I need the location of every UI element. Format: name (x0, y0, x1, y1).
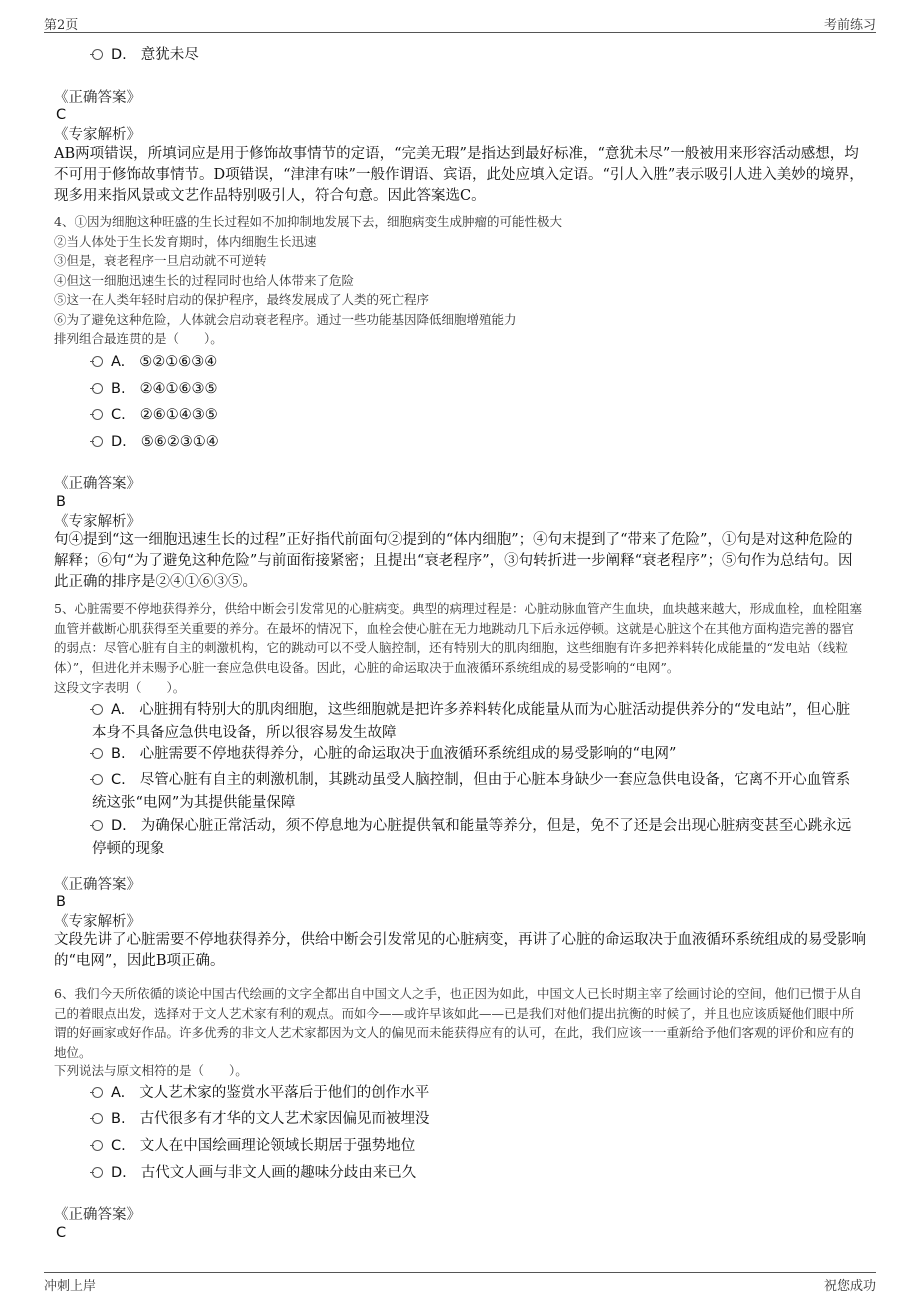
q4-analysis-label: 《专家解析》 (54, 514, 141, 530)
radio-icon[interactable] (92, 748, 103, 759)
radio-icon[interactable] (92, 1087, 103, 1098)
q3-analysis-label: 《专家解析》 (54, 127, 141, 143)
q6-option-d[interactable]: D. 古代文人画与非文人画的趣味分歧由来已久 (92, 1162, 860, 1185)
q5-stem: 5、心脏需要不停地获得养分，供给中断会引发常见的心脏病变。典型的病理过程是：心脏动脉血管产生血块，血块越来越大，形成血栓，血栓阻塞血管并截断心肌获得至关重要的养分。在最坏的情况下，血栓会使心脏在无力地跳动几下后永远停顿。这就是心脏这个在其他方面构造完善的器官的弱点：尽管心脏有自主的刺激机构，它的跳动可以不受人脑控制，还有特别大的肌肉细胞，这些细胞有许多把养料转化成能量的“发电站（线粒体）”，但进化并未赐予心脏一套应急供电设备。因此，心脏的命运取决于血液循环系统组成的易受影响的“电网”。 (54, 601, 862, 675)
footer-right-text: 祝您成功 (823, 1279, 876, 1294)
q6-answer-label: 《正确答案》 (54, 1207, 141, 1223)
q4-option-c[interactable]: C. ②⑥①④③⑤ (92, 404, 860, 427)
q4-option-b[interactable]: B. ②④①⑥③⑤ (92, 378, 860, 401)
radio-icon[interactable] (92, 383, 103, 394)
q4-line: 4、①因为细胞这种旺盛的生长过程如不加抑制地发展下去，细胞病变生成肿瘤的可能性极大 (54, 214, 562, 229)
q5-option-d[interactable]: D. 为确保心脏正常活动，须不停息地为心脏提供氧和能量等养分，但是，免不了还是会出现心脏病变甚至心跳永远停顿的现象 (92, 818, 852, 857)
q6-answer: C (56, 1225, 67, 1241)
q4-answer: B (56, 494, 66, 510)
radio-icon[interactable] (92, 704, 103, 715)
radio-icon[interactable] (92, 1140, 103, 1151)
header-title: 考前练习 (823, 18, 876, 33)
q5-option-b[interactable]: B. 心脏需要不停地获得养分，心脏的命运取决于血液循环系统组成的易受影响的“电网” (92, 743, 860, 766)
q5-option-c[interactable]: C. 尽管心脏有自主的刺激机制，其跳动虽受人脑控制，但由于心脏本身缺少一套应急供电设备，它离不开心血管系统这张“电网”为其提供能量保障 (92, 772, 851, 811)
q4-line: ⑥为了避免这种危险，人体就会启动衰老程序。通过一些功能基因降低细胞增殖能力 (54, 311, 517, 327)
q5-answer: B (56, 894, 66, 910)
radio-icon[interactable] (92, 820, 103, 831)
radio-icon[interactable] (92, 356, 103, 367)
q6-stem: 6、我们今天所依循的谈论中国古代绘画的文字全都出自中国文人之手，也正因为如此，中国文人已长时期主宰了绘画讨论的空间，他们已惯于从自己的着眼点出发，选择对于文人艺术家有利的观点。而如今——或许早该如此——已是我们对他们提出抗衡的时候了，并且也应该质疑他们眼中所谓的好画家或好作品。许多优秀的非文人艺术家都因为文人的偏见而未能获得应有的认可，在此，我们应该一一重新给予他们客观的评价和应有的地位。 (54, 986, 862, 1060)
q4-stem (54, 212, 866, 349)
q3-analysis: AB两项错误，所填词应是用于修饰故事情节的定语，“完美无瑕”是指达到最好标准，“意犹未尽”一般被用来形容活动感想，均不可用于修饰故事情节。D项错误，“津津有味”一般作谓语、宾语，此处应填入定语。“引人入胜”表示吸引人进入美妙的境界，现多用来指风景或文艺作品特别吸引人，符合句意。因此答案选C。 (54, 146, 864, 204)
q5-analysis-label: 《专家解析》 (54, 914, 141, 930)
q4-question: 排列组合最连贯的是（ ）。 (54, 331, 223, 346)
radio-icon[interactable] (92, 49, 103, 60)
q4-option-d[interactable]: D. ⑤⑥②③①④ (92, 431, 860, 454)
q4-line: ②当人体处于生长发育期时，体内细胞生长迅速 (54, 233, 317, 249)
radio-icon[interactable] (92, 1113, 103, 1124)
q4-line: ④但这一细胞迅速生长的过程同时也给人体带来了危险 (54, 272, 355, 288)
q6-option-b[interactable]: B. 古代很多有才华的文人艺术家因偏见而被埋没 (92, 1108, 860, 1131)
radio-icon[interactable] (92, 1167, 103, 1178)
page-header (44, 14, 876, 33)
q3-option-d[interactable]: D. 意犹未尽 (92, 44, 860, 67)
q3-answer-label: 《正确答案》 (54, 90, 141, 106)
q5-question: 这段文字表明（ ）。 (54, 680, 186, 695)
q4-option-a[interactable]: A. ⑤②①⑥③④ (92, 351, 860, 374)
q5-analysis: 文段先讲了心脏需要不停地获得养分，供给中断会引发常见的心脏病变，再讲了心脏的命运取决于血液循环系统组成的易受影响的“电网”，因此B项正确。 (54, 932, 866, 969)
q4-line: ⑤这一在人类年轻时启动的保护程序，最终发展成了人类的死亡程序 (54, 292, 430, 307)
page-number: 第2页 (44, 18, 79, 33)
q5-option-a[interactable]: A. 心脏拥有特别大的肌肉细胞，这些细胞就是把许多养料转化成能量从而为心脏活动提供养分的“发电站”，但心脏本身不具备应急供电设备，所以很容易发生故障 (92, 702, 851, 741)
footer-left-text: 冲刺上岸 (44, 1279, 97, 1294)
radio-icon[interactable] (92, 774, 103, 785)
q6-question: 下列说法与原文相符的是（ ）。 (54, 1063, 248, 1078)
q4-answer-label: 《正确答案》 (54, 476, 141, 492)
radio-icon[interactable] (92, 436, 103, 447)
q5-answer-label: 《正确答案》 (54, 877, 141, 893)
q6-option-a[interactable]: A. 文人艺术家的鉴赏水平落后于他们的创作水平 (92, 1082, 860, 1105)
radio-icon[interactable] (92, 409, 103, 420)
page-footer (44, 1272, 876, 1293)
q4-analysis: 句④提到“这一细胞迅速生长的过程”正好指代前面句②提到的“体内细胞”；④句末提到了“带来了危险”，①句是对这种危险的解释；⑥句“为了避免这种危险”与前面衔接紧密；且提出“衰老程序”，③句转折进一步阐释“衰老程序”；⑤句作为总结句。因此正确的排序是②④①⑥③⑤。 (54, 532, 853, 590)
q3-answer: C (56, 107, 67, 123)
q4-line: ③但是，衰老程序一旦启动就不可逆转 (54, 253, 267, 268)
q6-option-c[interactable]: C. 文人在中国绘画理论领域长期居于强势地位 (92, 1135, 860, 1158)
